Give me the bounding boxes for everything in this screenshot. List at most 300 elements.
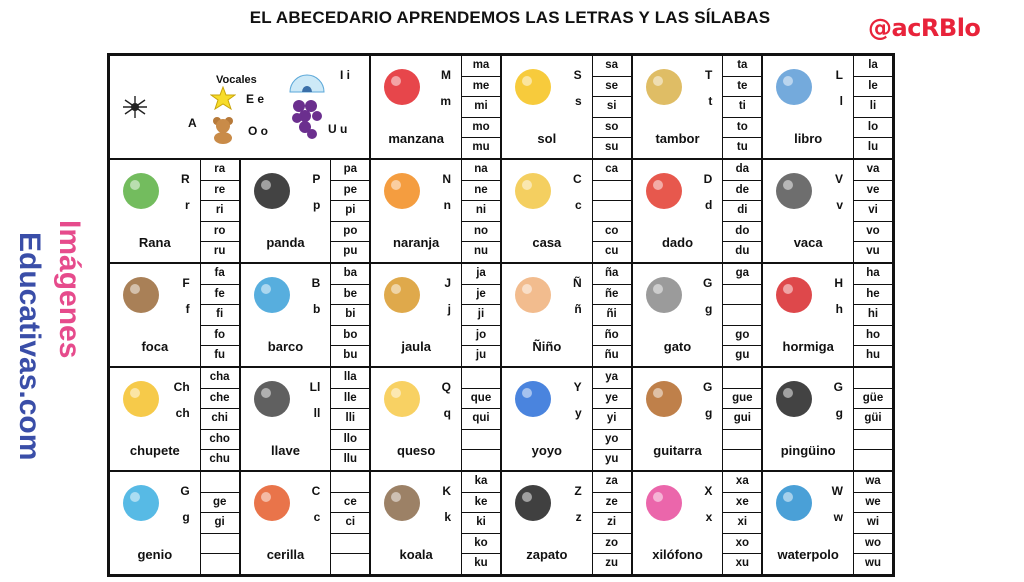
uppercase-letter: L <box>835 68 843 82</box>
syllable-box: po <box>331 222 369 243</box>
letter-cell <box>501 471 632 575</box>
syllable-box: ne <box>462 181 500 202</box>
syllable-box: ña <box>593 264 631 285</box>
lowercase-letter: m <box>440 94 451 108</box>
syllable-column <box>461 264 500 366</box>
lowercase-letter: t <box>708 94 713 108</box>
cat-icon <box>639 270 689 320</box>
cage-icon <box>377 270 427 320</box>
syllable-box: co <box>593 222 631 243</box>
syllable-box <box>723 305 761 326</box>
letter-cell <box>501 159 632 263</box>
lowercase-letter: w <box>833 510 843 524</box>
uppercase-letter: G <box>833 380 843 394</box>
syllable-box: lu <box>867 141 879 154</box>
syllable-box <box>462 430 500 451</box>
alphabet-grid <box>107 53 895 577</box>
lowercase-letter: j <box>447 302 451 316</box>
lowercase-letter: v <box>836 198 843 212</box>
example-word: Ñiño <box>532 339 562 354</box>
letter-cell <box>632 471 763 575</box>
penguin-icon <box>769 374 819 424</box>
syllable-box: xo <box>723 534 761 555</box>
letter-cell <box>370 471 501 575</box>
example-word: waterpolo <box>777 547 839 562</box>
syllable-box: se <box>593 77 631 98</box>
syllable-column <box>592 368 631 470</box>
syllable-box <box>331 472 369 493</box>
syllable-column <box>592 472 631 574</box>
uppercase-letter: R <box>180 172 190 186</box>
lowercase-letter: c <box>574 198 582 212</box>
example-word: foca <box>141 339 169 354</box>
vowel-u: U u <box>328 122 348 136</box>
lowercase-letter: n <box>443 198 451 212</box>
letter-cell <box>370 263 501 367</box>
syllable-column <box>200 160 239 262</box>
side-text-imagenes: Imágenes <box>53 220 86 359</box>
syllable-box: pa <box>331 160 369 181</box>
vowel-e: E e <box>246 92 265 106</box>
syllable-box: ri <box>201 201 239 222</box>
uppercase-letter: B <box>311 276 321 290</box>
syllable-box: ga <box>723 264 761 285</box>
syllable-box <box>462 368 500 389</box>
example-word: yoyo <box>531 443 562 458</box>
syllable-box: xu <box>735 557 750 570</box>
syllable-box: xe <box>723 493 761 514</box>
syllable-box: ve <box>854 181 892 202</box>
lowercase-letter: c <box>313 510 321 524</box>
letter-cell <box>632 159 763 263</box>
syllable-box: che <box>201 389 239 410</box>
syllable-box: ce <box>331 493 369 514</box>
panda-icon <box>247 166 297 216</box>
lowercase-letter: h <box>835 302 843 316</box>
syllable-box: ji <box>462 305 500 326</box>
frog-icon <box>116 166 166 216</box>
syllable-column <box>722 472 761 574</box>
uppercase-letter: P <box>312 172 321 186</box>
uppercase-letter: X <box>704 484 713 498</box>
syllable-column <box>330 472 369 574</box>
syllable-box: lli <box>331 409 369 430</box>
boat-icon <box>247 270 297 320</box>
syllable-box: na <box>462 160 500 181</box>
syllable-box: ki <box>462 513 500 534</box>
syllable-box: llo <box>331 430 369 451</box>
example-word: jaula <box>401 339 431 354</box>
syllable-box: go <box>723 326 761 347</box>
syllable-box: te <box>723 77 761 98</box>
lowercase-letter: g <box>704 406 713 420</box>
example-word: llave <box>271 443 300 458</box>
lowercase-letter: q <box>443 406 451 420</box>
syllable-box: hi <box>854 305 892 326</box>
side-text-educativas: Educativas.com <box>13 232 46 461</box>
syllable-box: mo <box>462 118 500 139</box>
shoe-icon <box>508 478 558 528</box>
author-logo: @acRBlo <box>868 14 981 42</box>
syllable-box: hu <box>865 349 881 362</box>
syllable-box: cha <box>201 368 239 389</box>
syllable-box: vu <box>866 245 880 258</box>
letter-cell <box>109 367 240 471</box>
syllable-box <box>201 534 239 555</box>
syllable-column <box>592 264 631 366</box>
syllable-box: chi <box>201 409 239 430</box>
letter-cell <box>501 263 632 367</box>
example-word: koala <box>399 547 433 562</box>
uppercase-letter: G <box>702 380 713 394</box>
syllable-box: ño <box>593 326 631 347</box>
example-word: naranja <box>393 235 440 250</box>
syllable-box: ta <box>723 56 761 77</box>
uppercase-letter: V <box>834 172 843 186</box>
uppercase-letter: F <box>182 276 190 290</box>
example-word: libro <box>794 131 823 146</box>
koala-icon <box>377 478 427 528</box>
syllable-box: güi <box>854 409 892 430</box>
syllable-box: güe <box>854 389 892 410</box>
syllable-box: fo <box>201 326 239 347</box>
syllable-column <box>461 160 500 262</box>
syllable-column <box>200 264 239 366</box>
syllable-box: ma <box>462 56 500 77</box>
syllable-box: si <box>593 97 631 118</box>
example-word: chupete <box>129 443 180 458</box>
syllable-column <box>722 160 761 262</box>
uppercase-letter: J <box>444 276 451 290</box>
uppercase-letter: Z <box>574 484 582 498</box>
letter-cell <box>501 55 632 159</box>
syllable-box: du <box>735 245 750 258</box>
syllable-column <box>853 56 892 158</box>
syllable-box: fa <box>201 264 239 285</box>
syllable-box: ha <box>854 264 892 285</box>
syllable-box: mu <box>472 141 490 154</box>
syllable-column <box>330 160 369 262</box>
lowercase-letter: p <box>312 198 321 212</box>
letter-cell <box>762 55 893 159</box>
syllable-box: va <box>854 160 892 181</box>
syllable-box: yu <box>604 453 619 466</box>
guitar-icon <box>639 374 689 424</box>
syllable-box: ge <box>201 493 239 514</box>
syllable-box: zi <box>593 513 631 534</box>
example-word: dado <box>661 235 694 250</box>
syllable-box: he <box>854 285 892 306</box>
syllable-box: ca <box>593 160 631 181</box>
syllable-box: ke <box>462 493 500 514</box>
syllable-box: wi <box>854 513 892 534</box>
syllable-box: ñe <box>593 285 631 306</box>
vowel-o: O o <box>248 124 268 138</box>
example-word: hormiga <box>782 339 834 354</box>
genie-icon <box>116 478 166 528</box>
syllable-box: vi <box>854 201 892 222</box>
syllable-box: ni <box>462 201 500 222</box>
syllable-box: gu <box>735 349 750 362</box>
syllable-box: ro <box>201 222 239 243</box>
uppercase-letter: G <box>702 276 713 290</box>
syllable-box: xa <box>723 472 761 493</box>
syllable-box: ñu <box>604 349 619 362</box>
syllable-box: be <box>331 285 369 306</box>
syllable-box: qui <box>462 409 500 430</box>
example-word: queso <box>397 443 436 458</box>
syllable-box: pe <box>331 181 369 202</box>
syllable-box: llu <box>343 453 358 466</box>
syllable-box <box>723 450 761 470</box>
syllable-column <box>461 472 500 574</box>
lowercase-letter: x <box>705 510 713 524</box>
cheese-icon <box>377 374 427 424</box>
key-icon <box>247 374 297 424</box>
lowercase-letter: b <box>312 302 321 316</box>
syllable-box: re <box>201 181 239 202</box>
letter-cell <box>762 471 893 575</box>
syllable-column <box>853 472 892 574</box>
syllable-box <box>201 554 239 574</box>
letter-cell <box>370 55 501 159</box>
lowercase-letter: l <box>839 94 843 108</box>
syllable-box: so <box>593 118 631 139</box>
syllable-box: za <box>593 472 631 493</box>
syllable-box: cho <box>201 430 239 451</box>
syllable-box: bi <box>331 305 369 326</box>
syllable-box: ho <box>854 326 892 347</box>
syllable-box: gue <box>723 389 761 410</box>
letter-cell <box>762 367 893 471</box>
letter-cell <box>762 263 893 367</box>
syllable-box: jo <box>462 326 500 347</box>
syllable-box: fu <box>214 349 226 362</box>
lowercase-letter: g <box>704 302 713 316</box>
syllable-box: wu <box>865 557 881 570</box>
syllable-box: ci <box>331 513 369 534</box>
syllable-box: fi <box>201 305 239 326</box>
uppercase-letter: D <box>703 172 713 186</box>
example-word: genio <box>137 547 173 562</box>
syllable-column <box>853 368 892 470</box>
syllable-box: wa <box>854 472 892 493</box>
syllable-box: xi <box>723 513 761 534</box>
uppercase-letter: T <box>704 68 713 82</box>
syllable-box <box>723 430 761 451</box>
syllable-column <box>853 264 892 366</box>
syllable-box: no <box>462 222 500 243</box>
syllable-column <box>592 160 631 262</box>
grapes-icon <box>290 96 324 140</box>
syllable-column <box>722 264 761 366</box>
syllable-box: ko <box>462 534 500 555</box>
lowercase-letter: g <box>835 406 843 420</box>
example-word: sol <box>537 131 557 146</box>
syllable-box: zu <box>605 557 619 570</box>
lowercase-letter: ll <box>313 406 321 420</box>
letter-cell <box>240 159 371 263</box>
syllable-column <box>461 56 500 158</box>
uppercase-letter: Ñ <box>572 276 582 290</box>
syllable-box: to <box>723 118 761 139</box>
uppercase-letter: M <box>441 68 451 82</box>
lowercase-letter: z <box>575 510 582 524</box>
vowels-label: Vocales <box>216 74 257 86</box>
syllable-box: que <box>462 389 500 410</box>
example-word: pingüino <box>780 443 836 458</box>
syllable-box: pi <box>331 201 369 222</box>
example-word: guitarra <box>653 443 702 458</box>
syllable-box: ru <box>213 245 226 258</box>
letter-cell <box>762 159 893 263</box>
syllable-column <box>592 56 631 158</box>
syllable-box: ju <box>475 349 487 362</box>
spider-icon <box>122 94 148 120</box>
uppercase-letter: Ll <box>309 380 321 394</box>
syllable-box: yo <box>593 430 631 451</box>
letter-cell <box>370 159 501 263</box>
letter-cell <box>632 367 763 471</box>
lowercase-letter: y <box>574 406 582 420</box>
syllable-box: lla <box>331 368 369 389</box>
syllable-box: bu <box>343 349 358 362</box>
uppercase-letter: C <box>311 484 321 498</box>
uppercase-letter: S <box>573 68 582 82</box>
example-word: cerilla <box>266 547 305 562</box>
syllable-box: bo <box>331 326 369 347</box>
letter-cell <box>240 263 371 367</box>
syllable-box <box>462 450 500 470</box>
lowercase-letter: g <box>182 510 190 524</box>
uppercase-letter: C <box>572 172 582 186</box>
syllable-box <box>854 430 892 451</box>
letter-cell <box>501 367 632 471</box>
syllable-column <box>853 160 892 262</box>
sun-icon <box>508 62 558 112</box>
syllable-box: le <box>854 77 892 98</box>
syllable-box: da <box>723 160 761 181</box>
syllable-column <box>722 368 761 470</box>
waterpolo-icon <box>769 478 819 528</box>
syllable-box <box>201 472 239 493</box>
book-icon <box>769 62 819 112</box>
syllable-box: cu <box>604 245 619 258</box>
drum-icon <box>639 62 689 112</box>
syllable-box <box>331 534 369 555</box>
syllable-box: li <box>854 97 892 118</box>
syllable-box: pu <box>343 245 358 258</box>
syllable-box: ze <box>593 493 631 514</box>
syllable-box: ku <box>474 557 488 570</box>
syllable-box: ra <box>201 160 239 181</box>
syllable-box: fe <box>201 285 239 306</box>
syllable-box: ya <box>593 368 631 389</box>
syllable-box: lo <box>854 118 892 139</box>
lowercase-letter: d <box>704 198 713 212</box>
example-word: manzana <box>388 131 444 146</box>
syllable-box <box>593 181 631 202</box>
syllable-box: vo <box>854 222 892 243</box>
syllable-box: ñi <box>593 305 631 326</box>
syllable-box: do <box>723 222 761 243</box>
uppercase-letter: N <box>442 172 451 186</box>
syllable-box: ti <box>723 97 761 118</box>
letter-cell <box>109 159 240 263</box>
syllable-box: ba <box>331 264 369 285</box>
lowercase-letter: f <box>185 302 190 316</box>
syllable-box: de <box>723 181 761 202</box>
example-word: Rana <box>138 235 171 250</box>
igloo-icon <box>288 64 326 94</box>
syllable-column <box>200 368 239 470</box>
side-watermark <box>0 0 100 582</box>
syllable-column <box>200 472 239 574</box>
dice-icon <box>639 166 689 216</box>
syllable-box: gui <box>723 409 761 430</box>
syllable-box: wo <box>854 534 892 555</box>
syllable-box: lle <box>331 389 369 410</box>
pacifier-icon <box>116 374 166 424</box>
syllable-box <box>723 368 761 389</box>
syllable-box: su <box>604 141 619 154</box>
uppercase-letter: W <box>831 484 843 498</box>
seal-icon <box>116 270 166 320</box>
example-word: gato <box>663 339 692 354</box>
syllable-box: mi <box>462 97 500 118</box>
syllable-box <box>854 368 892 389</box>
syllable-box: ye <box>593 389 631 410</box>
example-word: zapato <box>526 547 568 562</box>
syllable-box <box>723 285 761 306</box>
syllable-box <box>331 554 369 574</box>
house-icon <box>508 166 558 216</box>
syllable-column <box>330 368 369 470</box>
page-title: EL ABECEDARIO APRENDEMOS LAS LETRAS Y LAS SÍLABAS <box>249 8 771 27</box>
uppercase-letter: G <box>180 484 190 498</box>
syllable-box: sa <box>593 56 631 77</box>
letter-cell <box>109 263 240 367</box>
syllable-column <box>330 264 369 366</box>
lowercase-letter: k <box>444 510 451 524</box>
lowercase-letter: r <box>184 198 190 212</box>
uppercase-letter: H <box>834 276 843 290</box>
uppercase-letter: Y <box>573 380 582 394</box>
xylophone-icon <box>639 478 689 528</box>
boy-icon <box>508 270 558 320</box>
bear-icon <box>210 116 236 144</box>
syllable-box <box>593 201 631 222</box>
syllable-box: we <box>854 493 892 514</box>
example-word: panda <box>266 235 305 250</box>
star-icon <box>210 86 236 110</box>
example-word: xilófono <box>652 547 703 562</box>
syllable-box <box>854 450 892 470</box>
letter-cell <box>370 367 501 471</box>
uppercase-letter: K <box>442 484 451 498</box>
syllable-box: la <box>854 56 892 77</box>
lowercase-letter: ch <box>175 406 190 420</box>
example-word: vaca <box>793 235 823 250</box>
syllable-column <box>461 368 500 470</box>
ant-icon <box>769 270 819 320</box>
vowels-cell <box>109 55 370 159</box>
letter-cell <box>240 367 371 471</box>
cow-icon <box>769 166 819 216</box>
syllable-box: me <box>462 77 500 98</box>
example-word: barco <box>267 339 304 354</box>
letter-cell <box>240 471 371 575</box>
